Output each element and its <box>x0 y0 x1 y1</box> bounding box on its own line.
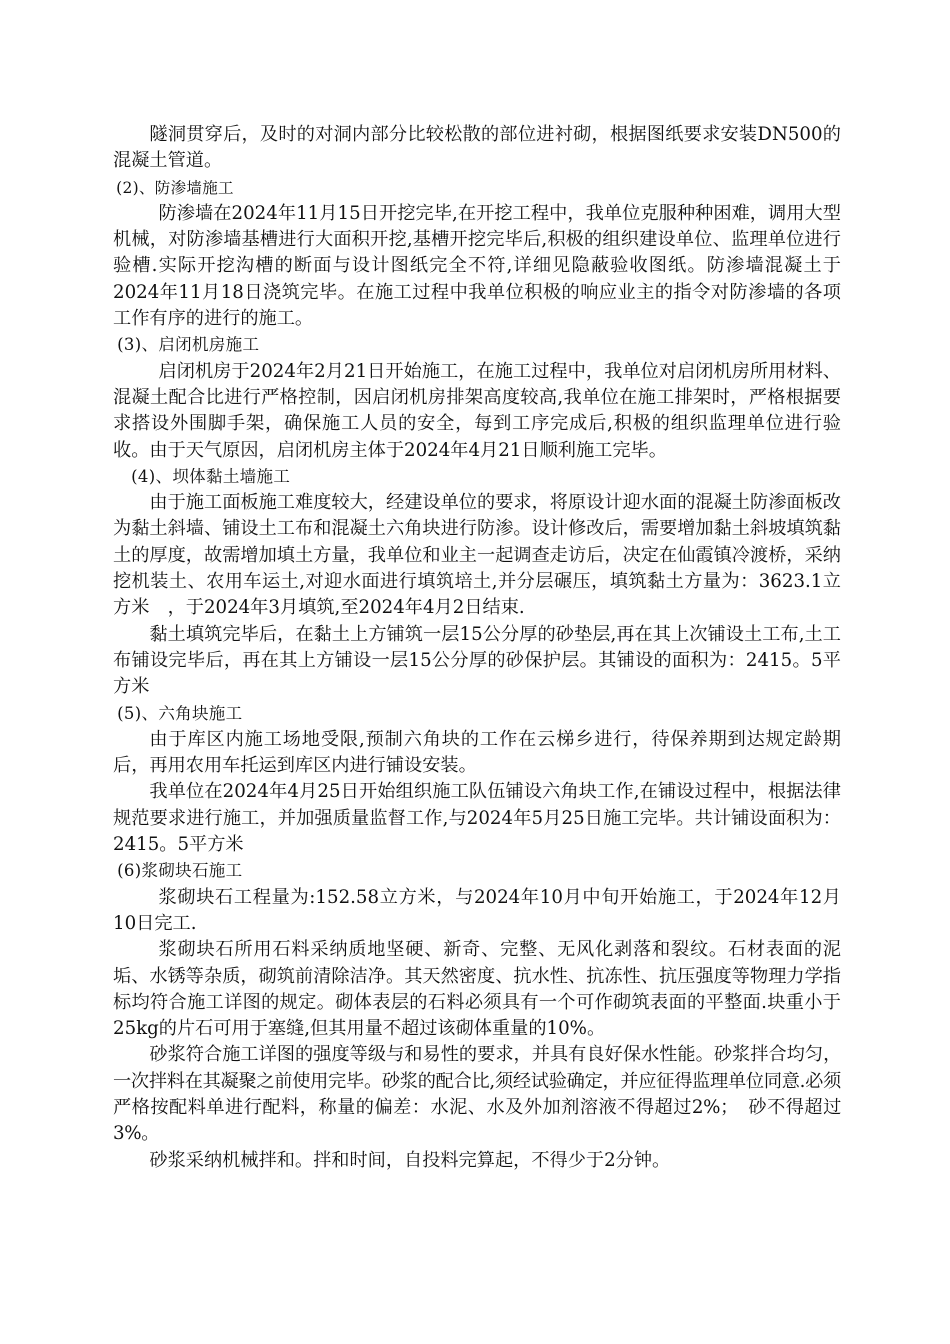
paragraph-hex-blocks-2: 我单位在2024年4月25日开始组织施工队伍铺设六角块工作,在铺设过程中，根据法律规范要求进行施工，并加强质量监督工作,与2024年5月25日施工完毕。共计铺设面积为：2415。5平方米 <box>113 781 841 856</box>
heading-hex-blocks: (5)、六角块施工 <box>117 703 243 723</box>
heading-cutoff-wall: (2)、防渗墙施工 <box>116 178 234 197</box>
paragraph-clay-wall-2: 黏土填筑完毕后，在黏土上方铺筑一层15公分厚的砂垫层,再在其上次铺设土工布,土工布铺设完毕后，再在其上方铺设一层15公分厚的砂保护层。其铺设的面积为：2415。5平方米 <box>113 623 841 698</box>
heading-hoist-house: (3)、启闭机房施工 <box>117 335 260 355</box>
paragraph-mortar-1: 砂浆符合施工详图的强度等级与和易性的要求，并具有良好保水性能。砂浆拌合均匀，一次拌料在其凝聚之前使用完毕。砂浆的配合比,须经试验确定，并应征得监理单位同意.必须严格按配料单进行配料，称量的偏差：水泥、水及外加剂溶液不得超过2%； 砂不得超过3%。 <box>113 1044 841 1145</box>
paragraph-masonry-2: 浆砌块石所用石料采纳质地坚硬、新奇、完整、无风化剥落和裂纹。石材表面的泥垢、水锈等杂质，砌筑前清除洁净。其天然密度、抗水性、抗冻性、抗压强度等物理力学指标均符合施工详图的规定。砌体表层的石料必须具有一个可作砌筑表面的平整面.块重小于25kg的片石可用于塞缝,但其用量不超过该砌体重量的10%。 <box>113 939 841 1040</box>
paragraph-mortar-2: 砂浆采纳机械拌和。拌和时间，自投料完算起，不得少于2分钟。 <box>149 1149 671 1171</box>
paragraph-masonry-1: 浆砌块石工程量为:152.58立方米，与2024年10月中旬开始施工，于2024年12月10日完工. <box>113 886 841 934</box>
paragraph-cutoff-wall: 防渗墙在2024年11月15日开挖完毕,在开挖工程中，我单位克服种种困难，调用大型机械，对防渗墙基槽进行大面积开挖,基槽开挖完毕后,积极的组织建设单位、监理单位进行验槽.实际开挖沟槽的断面与设计图纸完全不符,详细见隐蔽验收图纸。防渗墙混凝土于2024年11月18日浇筑完毕。在施工过程中我单位积极的响应业主的指令对防渗墙的各项工作有序的进行的施工。 <box>113 202 841 330</box>
heading-masonry: (6)浆砌块石施工 <box>117 861 243 881</box>
paragraph-hoist-house: 启闭机房于2024年2月21日开始施工，在施工过程中，我单位对启闭机房所用材料、混凝土配合比进行严格控制，因启闭机房排架高度较高,我单位在施工排架时，严格根据要求搭设外围脚手架，确保施工人员的安全，每到工序完成后,积极的组织监理单位进行验收。由于天气原因，启闭机房主体于2024年4月21日顺利施工完毕。 <box>113 360 841 461</box>
paragraph-clay-wall-1: 由于施工面板施工难度较大，经建设单位的要求，将原设计迎水面的混凝土防渗面板改为黏土斜墙、铺设土工布和混凝土六角块进行防渗。设计修改后，需要增加黏土斜坡填筑黏土的厚度，故需增加填土方量，我单位和业主一起调查走访后，决定在仙霞镇冷渡桥，采纳挖机装土、农用车运土,对迎水面进行填筑培土,并分层碾压，填筑黏土方量为：3623.1立方米 ，于2024年3月填筑,至2024年4月2日结束. <box>113 492 841 619</box>
heading-clay-wall: (4)、坝体黏土墙施工 <box>131 466 291 486</box>
paragraph-hex-blocks-1: 由于库区内施工场地受限,预制六角块的工作在云梯乡进行，待保养期到达规定龄期后，再用农用车托运到库区内进行铺设安装。 <box>113 728 841 777</box>
paragraph-tunnel-lining: 隧洞贯穿后，及时的对洞内部分比较松散的部位进衬砌，根据图纸要求安装DN500的混凝土管道。 <box>113 124 841 172</box>
document-page <box>113 122 841 1174</box>
